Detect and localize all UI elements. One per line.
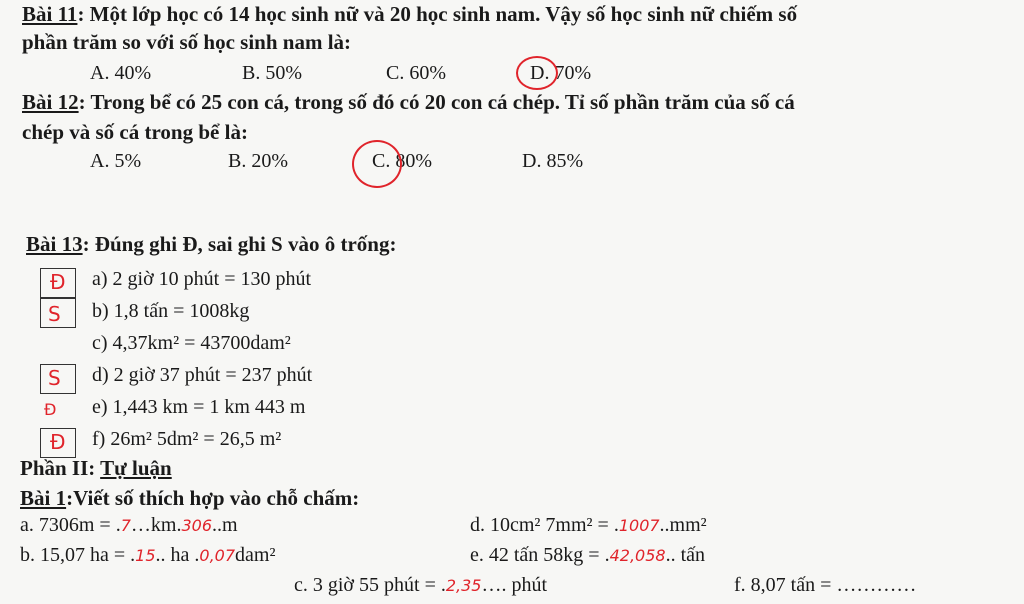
b1-a-mid: …km.	[130, 514, 182, 536]
b1-a-answer2: 306	[181, 516, 213, 535]
b1-e-post: .. tấn	[665, 544, 706, 566]
q13-item-c: c) 4,37km² = 43700dam²	[92, 332, 291, 354]
b1-c-pre: c. 3 giờ 55 phút = .	[294, 574, 446, 596]
q13-item-e: e) 1,443 km = 1 km 443 m	[92, 396, 306, 418]
b1-a-answer1: 7	[120, 516, 131, 535]
mark-e: Đ	[44, 400, 57, 419]
mark-d: S	[48, 366, 61, 390]
b1-f-blank: …………	[836, 574, 917, 596]
q12-option-c: C. 80%	[372, 150, 432, 172]
part2-label: Phần II:	[20, 456, 101, 480]
q11-option-b: B. 50%	[242, 62, 302, 84]
b1-d-post: ..mm²	[659, 514, 707, 536]
mark-b: S	[48, 302, 61, 326]
b1-b-answer2: 0,07	[199, 546, 236, 565]
q12-label: Bài 12	[22, 90, 79, 114]
q11-label: Bài 11	[22, 2, 78, 26]
q11-option-c: C. 60%	[386, 62, 446, 84]
b1-b-mid: .. ha .	[155, 544, 200, 566]
answer-circle	[516, 56, 558, 90]
b1-e-pre: e. 42 tấn 58kg = .	[470, 544, 610, 566]
part2-title: Tự luận	[100, 456, 172, 480]
b1-item-a	[20, 514, 238, 537]
q12-text1: : Trong bể có 25 con cá, trong số đó có 20 con cá chép. Tỉ số phần trăm của số cá	[78, 90, 795, 114]
b1-item-b	[20, 544, 275, 567]
b1-item-d	[470, 514, 707, 537]
q12-option-d: D. 85%	[522, 150, 584, 172]
b1-a-pre: a. 7306m = .	[20, 514, 121, 536]
b1-item-f	[734, 574, 916, 597]
q13-item-d: d) 2 giờ 37 phút = 237 phút	[92, 364, 313, 386]
q12-text2: chép và số cá trong bể là:	[22, 120, 248, 144]
b1-b-pre: b. 15,07 ha = .	[20, 544, 136, 566]
mark-a: Đ	[50, 270, 66, 294]
b1-item-e	[470, 544, 705, 567]
q13-text: : Đúng ghi Đ, sai ghi S vào ô trống:	[82, 232, 397, 256]
b1-f-pre: f. 8,07 tấn =	[734, 574, 837, 596]
q13-item-f: f) 26m² 5dm² = 26,5 m²	[92, 428, 282, 450]
b1-c-answer: 2,35	[445, 576, 482, 595]
q11-text2: phần trăm so với số học sinh nam là:	[22, 30, 352, 54]
b1-label: Bài 1	[20, 486, 67, 510]
b1-heading	[20, 486, 359, 511]
b1-b-post: dam²	[235, 544, 276, 566]
answer-circle	[352, 140, 402, 188]
b1-d-answer: 1007	[618, 516, 660, 535]
q13-heading	[26, 232, 396, 257]
b1-a-post: ..m	[212, 514, 238, 536]
b1-item-c	[294, 574, 547, 597]
b1-b-answer1: 15	[135, 546, 156, 565]
b1-e-answer: 42,058	[609, 546, 666, 565]
q12-option-a: A. 5%	[90, 150, 142, 172]
q13-item-b: b) 1,8 tấn = 1008kg	[92, 300, 250, 322]
b1-d-pre: d. 10cm² 7mm² = .	[470, 514, 619, 536]
b1-c-post: …. phút	[481, 574, 548, 596]
q11-option-a: A. 40%	[90, 62, 152, 84]
q13-item-a: a) 2 giờ 10 phút = 130 phút	[92, 268, 312, 290]
q12-line1	[22, 90, 795, 115]
part2-heading	[20, 456, 172, 481]
q13-label: Bài 13	[26, 232, 83, 256]
q12-option-b: B. 20%	[228, 150, 288, 172]
mark-f: Đ	[50, 430, 66, 454]
q11-option-d: D. 70%	[530, 62, 592, 84]
q11-text1: : Một lớp học có 14 học sinh nữ và 20 học sinh nam. Vậy số học sinh nữ chiếm số	[77, 2, 798, 26]
b1-text: :Viết số thích hợp vào chỗ chấm:	[66, 486, 360, 510]
q11-line1	[22, 2, 797, 27]
